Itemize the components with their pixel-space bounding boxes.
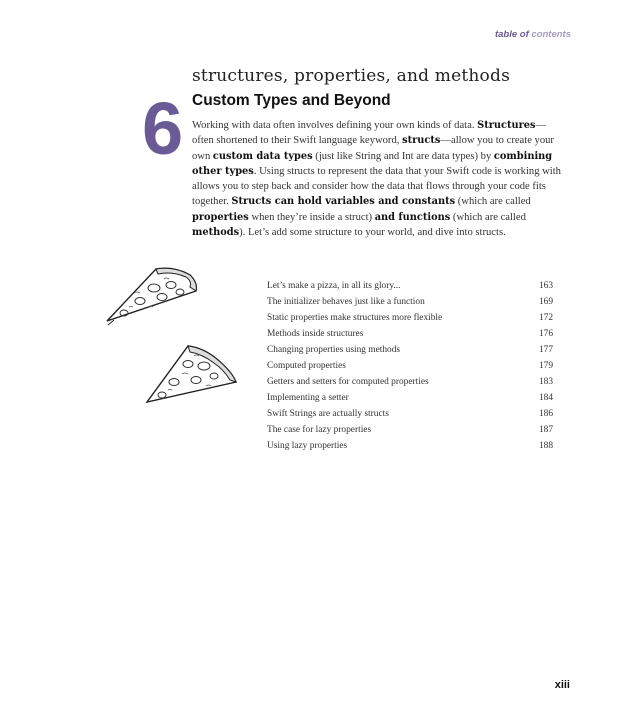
intro-text: (which are called (455, 196, 531, 208)
intro-emphasis: Structures (477, 120, 536, 131)
toc-entry-page: 187 (538, 425, 553, 435)
intro-text: ). Let’s add some structure to your world, and dive into structs. (239, 227, 506, 239)
toc-entry-title: Let’s make a pizza, in all its glory... (267, 281, 401, 291)
toc-entry[interactable] (267, 374, 553, 390)
chapter-handwritten-title: structures, properties, and methods (192, 66, 510, 86)
toc-entry[interactable] (267, 438, 553, 454)
running-header (495, 29, 571, 40)
intro-emphasis: combining other types (192, 150, 553, 177)
toc-entry[interactable] (267, 390, 553, 406)
toc-entry-page: 188 (538, 441, 553, 451)
toc-entry-title: Changing properties using methods (267, 345, 401, 355)
toc-entry-page: 176 (538, 329, 553, 339)
toc-entry-page: 177 (538, 345, 553, 355)
intro-text: Working with data often involves defining your own kinds of data. (192, 120, 478, 131)
header-contents: contents (531, 29, 571, 40)
toc-entry-page: 169 (538, 297, 553, 307)
toc-entry-page: 179 (538, 361, 553, 371)
toc-entry[interactable] (267, 326, 553, 342)
toc-list (267, 278, 553, 454)
intro-emphasis: custom data types (212, 150, 313, 162)
toc-entry[interactable] (267, 342, 553, 358)
toc-entry-page: 172 (538, 313, 553, 323)
intro-text: (just like String and Int are data types) by (312, 150, 494, 162)
toc-entry-page: 186 (538, 409, 553, 419)
intro-text: —often shortened to their Swift language keyword, (192, 120, 547, 147)
toc-entry-page: 163 (538, 281, 553, 291)
header-table: table (494, 29, 518, 40)
chapter-number: 6 (142, 87, 184, 170)
intro-emphasis: Structs can hold variables and constants (231, 196, 456, 208)
pizza-slice-illustration (144, 342, 242, 406)
toc-entry[interactable] (267, 294, 553, 310)
intro-text: . Using structs to represent the data that your Swift code is working with allows you to step back and consider how the data that flows through your code fits together. (192, 165, 561, 208)
toc-entry-page: 183 (538, 377, 553, 387)
toc-entry[interactable] (267, 422, 553, 438)
toc-entry[interactable] (267, 406, 553, 422)
toc-entry-title: Static properties make structures more flexible (267, 313, 443, 323)
intro-emphasis: structs (402, 135, 441, 147)
toc-entry-title: Computed properties (267, 361, 346, 371)
toc-entry[interactable] (267, 278, 553, 294)
toc-entry[interactable] (267, 310, 553, 326)
intro-text: (which are called (450, 211, 526, 223)
toc-entry-title: Implementing a setter (267, 393, 349, 403)
toc-entry-title: The case for lazy properties (267, 425, 372, 435)
intro-emphasis: properties (192, 211, 249, 223)
toc-entry-page: 184 (538, 393, 553, 403)
intro-text: when they’re inside a struct) (248, 211, 375, 223)
intro-emphasis: methods (192, 227, 240, 239)
chapter-title: Custom Types and Beyond (192, 92, 391, 109)
toc-entry-title: Swift Strings are actually structs (267, 409, 389, 419)
toc-entry-title: The initializer behaves just like a function (267, 297, 425, 307)
header-of: of (519, 29, 529, 40)
pizza-slice-illustration (104, 263, 200, 327)
chapter-intro (192, 118, 567, 240)
toc-entry-title: Methods inside structures (267, 329, 364, 339)
toc-entry-title: Using lazy properties (267, 441, 348, 451)
intro-emphasis: and functions (374, 211, 451, 223)
toc-entry-title: Getters and setters for computed properties (267, 377, 429, 387)
toc-entry[interactable] (267, 358, 553, 374)
intro-text: —allow you to create your own (192, 135, 554, 162)
page-number: xiii (554, 679, 570, 691)
